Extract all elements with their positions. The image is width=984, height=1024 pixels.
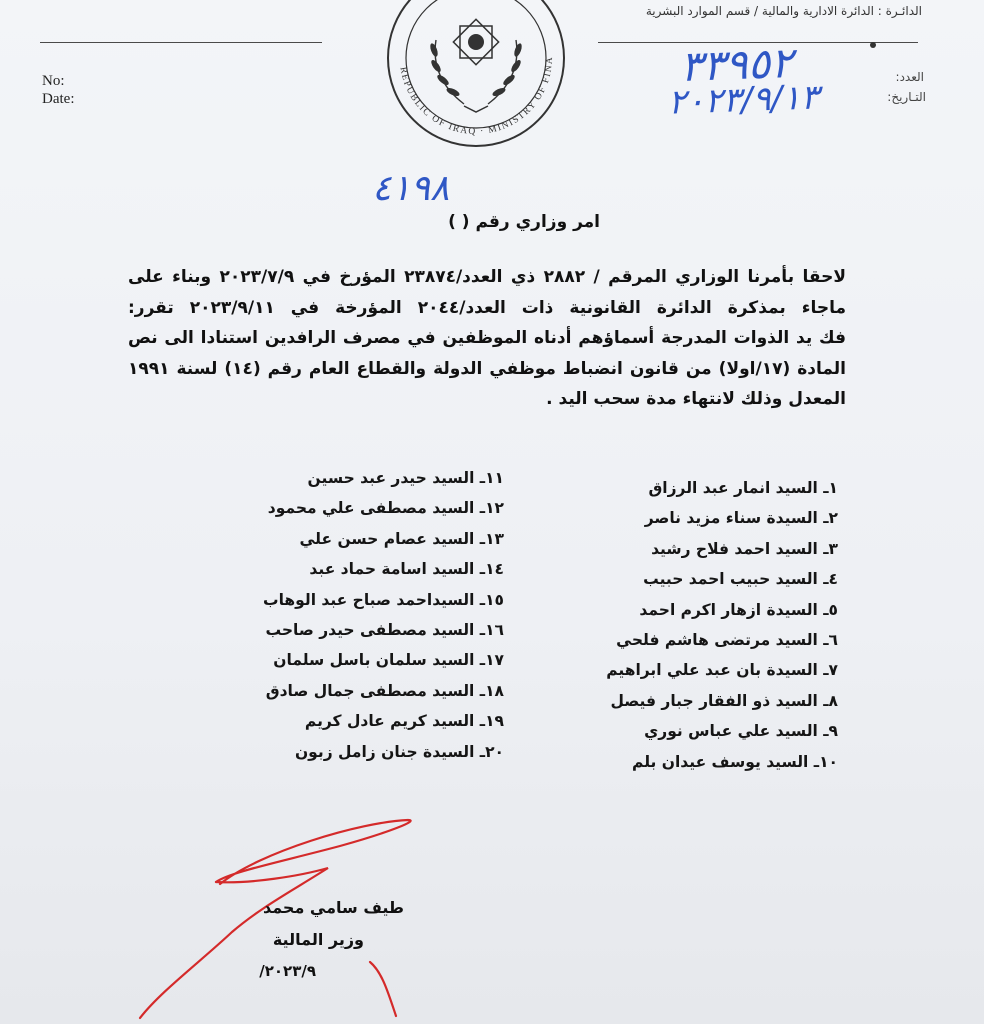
order-paragraph — [128, 262, 846, 415]
list-item: ١٣ـ السيد عصام حسن علي — [299, 529, 504, 548]
signature-date: ٢٠٢٣/٩/ — [259, 962, 316, 980]
paragraph-line: المعدل وذلك لانتهاء مدة سحب اليد . — [546, 389, 846, 409]
date-label-ar: التـاريخ: — [887, 90, 926, 104]
list-item: ٧ـ السيدة بان عبد علي ابراهيم — [606, 661, 838, 680]
list-item: ١٧ـ السيد سلمان باسل سلمان — [273, 651, 504, 670]
signatory-title: وزير المالية — [272, 930, 364, 949]
handwritten-signature — [120, 812, 440, 1024]
list-item: ٤ـ السيد حبيب احمد حبيب — [643, 570, 838, 589]
paragraph-line: المادة (١٧/اولا) من قانون انضباط موظفي الدولة والقطاع العام رقم (١٤) لسنة ١٩٩١ — [128, 358, 846, 379]
paragraph-line: ماجاء بمذكرة الدائرة القانونية ذات العدد/٢٠٤٤ المؤرخة في ٢٠٢٣/٩/١١ تقرر: — [128, 297, 847, 318]
punch-hole-mark — [860, 40, 886, 50]
date-label: Date: — [42, 91, 75, 107]
list-item: ١٢ـ السيد مصطفى علي محمود — [267, 499, 504, 518]
names-list-left — [244, 463, 504, 767]
paragraph-line: لاحقا بأمرنا الوزاري المرقم / ٢٨٨٢ ذي العدد/٢٣٨٧٤ المؤرخ في ٢٠٢٣/٧/٩ وبناء على — [128, 267, 847, 287]
list-item: ١٥ـ السيداحمد صباح عبد الوهاب — [263, 590, 504, 609]
names-list-right — [578, 473, 838, 777]
svg-text:REPUBLIC OF IRAQ · MINISTRY OF: REPUBLIC OF IRAQ · MINISTRY OF FINA — [397, 55, 556, 138]
list-item: ١٩ـ السيد كريم عادل كريم — [304, 712, 504, 731]
list-item: ٢ـ السيدة سناء مزيد ناصر — [644, 509, 838, 528]
handwritten-document-date: ٢٠٢٣/٩/١٣ — [667, 77, 820, 123]
department-heading: الدائـرة : الدائرة الادارية والمالية / قسم الموارد البشرية — [645, 4, 922, 18]
list-item: ١٦ـ السيد مصطفى حيدر صاحب — [265, 620, 504, 639]
signatory-name: طيف سامي محمد — [262, 898, 404, 917]
handwritten-document-number: ٣٣٩٥٢ — [679, 38, 794, 91]
list-item: ٥ـ السيدة ازهار اكرم احمد — [639, 600, 838, 619]
list-item: ١٨ـ السيد مصطفى جمال صادق — [265, 681, 504, 700]
handwritten-order-number: ٤١٩٨ — [372, 168, 450, 209]
no-label: No: — [42, 73, 65, 89]
paragraph-line: فك يد الذوات المدرجة أسماؤهم أدناه الموظفين في مصرف الرافدين استنادا الى نص — [128, 328, 846, 348]
list-item: ١٤ـ السيد اسامة حماد عبد — [309, 560, 504, 579]
list-item: ٨ـ السيد ذو الفقار جبار فيصل — [610, 691, 838, 710]
list-item: ٦ـ السيد مرتضى هاشم فلحي — [616, 630, 838, 649]
list-item: ١ـ السيد انمار عبد الرزاق — [648, 479, 838, 497]
list-item: ١٠ـ السيد يوسف عيدان بلم — [632, 752, 838, 771]
number-label-ar: العدد: — [895, 70, 924, 84]
list-item: ٩ـ السيد علي عباس نوري — [644, 722, 838, 741]
list-item: ٢٠ـ السيدة جنان زامل زبون — [294, 742, 504, 761]
no-date-block — [42, 72, 74, 108]
order-title: امر وزاري رقم ( ) — [448, 212, 600, 232]
list-item: ١١ـ السيد حيدر عبد حسين — [307, 469, 504, 487]
header-rule-left — [40, 42, 322, 43]
ministry-seal — [360, 0, 592, 148]
list-item: ٣ـ السيد احمد فلاح رشيد — [651, 539, 838, 558]
